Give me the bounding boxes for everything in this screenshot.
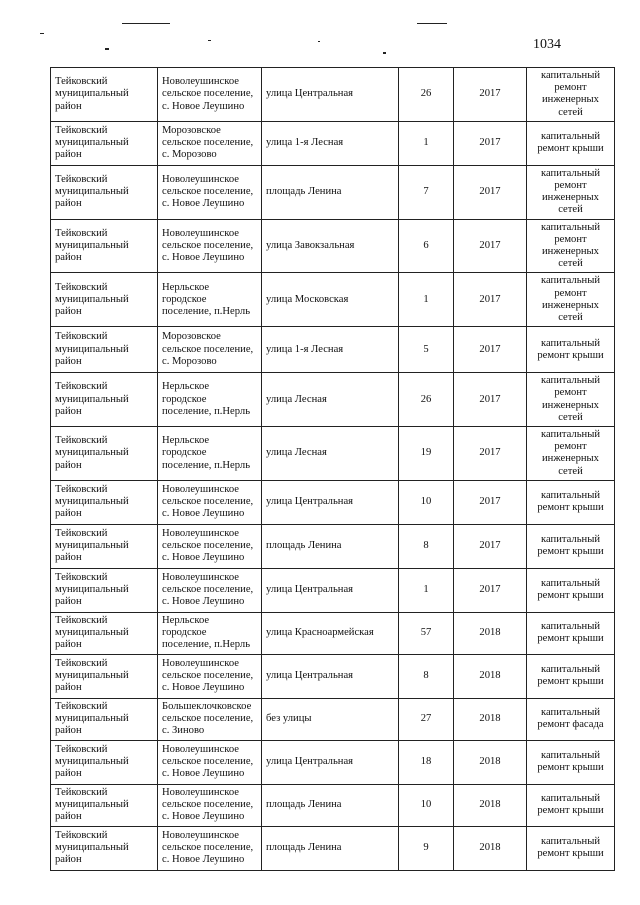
cell-district-text: Тейковский муниципальный район (55, 744, 129, 780)
cell-district (51, 273, 158, 327)
cell-district (51, 68, 158, 122)
cell-house-number-text: 19 (420, 447, 432, 459)
cell-work-type (527, 740, 615, 784)
cell-house-number-text: 7 (423, 186, 429, 198)
cell-street (262, 373, 399, 427)
cell-house-number (399, 654, 454, 698)
cell-work-type-text: капитальный ремонт крыши (537, 664, 604, 688)
cell-work-type (527, 612, 615, 654)
cell-settlement-text: Нерльское городское поселение, п.Нерль (162, 281, 251, 317)
cell-work-type (527, 327, 615, 373)
cell-settlement (158, 165, 262, 219)
cell-year-text: 2018 (479, 799, 501, 811)
cell-year-text: 2017 (479, 88, 501, 100)
cell-street (262, 740, 399, 784)
cell-work-type (527, 273, 615, 327)
cell-settlement (158, 740, 262, 784)
cell-settlement (158, 219, 262, 273)
scan-mark (40, 33, 44, 34)
cell-year (454, 612, 527, 654)
cell-settlement-text: Новолеушинское сельское поселение, с. Новое Леушино (162, 528, 254, 564)
cell-house-number (399, 698, 454, 740)
cell-street-text: площадь Ленина (266, 799, 342, 811)
cell-year-text: 2017 (479, 239, 501, 251)
cell-year-text: 2017 (479, 137, 501, 149)
table-row (51, 654, 615, 698)
cell-district (51, 327, 158, 373)
cell-district (51, 427, 158, 481)
cell-district-text: Тейковский муниципальный район (55, 615, 129, 651)
cell-work-type-text: капитальный ремонт крыши (537, 836, 604, 860)
cell-work-type-text: капитальный ремонт крыши (537, 337, 604, 361)
table-row (51, 612, 615, 654)
cell-work-type (527, 68, 615, 122)
cell-work-type (527, 165, 615, 219)
cell-street (262, 219, 399, 273)
cell-year (454, 480, 527, 524)
cell-settlement-text: Нерльское городское поселение, п.Нерль (162, 381, 251, 417)
table-row (51, 524, 615, 568)
cell-street (262, 568, 399, 612)
cell-district-text: Тейковский муниципальный район (55, 281, 129, 317)
scan-mark (383, 52, 386, 54)
cell-year-text: 2017 (479, 496, 501, 508)
cell-district (51, 165, 158, 219)
cell-district-text: Тейковский муниципальный район (55, 830, 129, 866)
cell-year (454, 654, 527, 698)
cell-house-number (399, 68, 454, 122)
cell-street-text: улица Завокзальная (266, 239, 355, 251)
cell-year-text: 2017 (479, 393, 501, 405)
cell-work-type-text: капитальный ремонт инженерных сетей (540, 70, 601, 118)
cell-year (454, 826, 527, 870)
cell-house-number-text: 27 (420, 713, 432, 725)
cell-work-type-text: капитальный ремонт инженерных сетей (540, 167, 601, 216)
cell-work-type-text: капитальный ремонт фасада (537, 707, 604, 731)
cell-settlement (158, 524, 262, 568)
cell-street (262, 698, 399, 740)
cell-year (454, 373, 527, 427)
cell-street (262, 826, 399, 870)
cell-street-text: улица Центральная (266, 756, 354, 768)
cell-settlement (158, 68, 262, 122)
cell-district-text: Тейковский муниципальный район (55, 701, 129, 737)
scan-mark (318, 41, 320, 42)
cell-work-type (527, 784, 615, 826)
cell-settlement-text: Большеклочковское сельское поселение, с. Зиново (162, 701, 254, 737)
cell-district-text: Тейковский муниципальный район (55, 435, 129, 471)
cell-street-text: улица Московская (266, 293, 349, 305)
table-row (51, 568, 615, 612)
table-row (51, 165, 615, 219)
cell-settlement-text: Нерльское городское поселение, п.Нерль (162, 615, 251, 651)
cell-street-text: улица Лесная (266, 393, 327, 405)
cell-street (262, 784, 399, 826)
table-row (51, 219, 615, 273)
cell-settlement (158, 784, 262, 826)
cell-year (454, 740, 527, 784)
cell-settlement-text: Новолеушинское сельское поселение, с. Новое Леушино (162, 484, 254, 520)
cell-settlement-text: Нерльское городское поселение, п.Нерль (162, 435, 251, 471)
cell-settlement-text: Морозовское сельское поселение, с. Морозово (162, 331, 254, 367)
cell-street-text: улица Центральная (266, 584, 354, 596)
cell-settlement-text: Новолеушинское сельское поселение, с. Новое Леушино (162, 744, 254, 780)
cell-district-text: Тейковский муниципальный район (55, 381, 129, 417)
cell-year-text: 2017 (479, 186, 501, 198)
cell-house-number-text: 5 (423, 343, 429, 355)
cell-district-text: Тейковский муниципальный район (55, 572, 129, 608)
cell-street-text: площадь Ленина (266, 540, 342, 552)
cell-year (454, 68, 527, 122)
cell-house-number-text: 8 (423, 670, 429, 682)
cell-district-text: Тейковский муниципальный район (55, 227, 129, 264)
cell-work-type (527, 524, 615, 568)
cell-street (262, 524, 399, 568)
cell-district (51, 784, 158, 826)
cell-year (454, 219, 527, 273)
cell-street (262, 480, 399, 524)
cell-year (454, 327, 527, 373)
cell-settlement (158, 121, 262, 165)
cell-district (51, 698, 158, 740)
cell-year-text: 2017 (479, 540, 501, 552)
cell-settlement-text: Новолеушинское сельское поселение, с. Новое Леушино (162, 787, 254, 823)
cell-settlement-text: Новолеушинское сельское поселение, с. Новое Леушино (162, 830, 254, 866)
cell-work-type (527, 826, 615, 870)
scan-mark (122, 23, 170, 24)
cell-house-number (399, 373, 454, 427)
cell-district-text: Тейковский муниципальный район (55, 787, 129, 823)
cell-house-number-text: 57 (420, 627, 432, 639)
cell-work-type (527, 427, 615, 481)
cell-year (454, 121, 527, 165)
cell-settlement (158, 480, 262, 524)
cell-district (51, 524, 158, 568)
cell-work-type (527, 219, 615, 273)
cell-district (51, 480, 158, 524)
cell-settlement-text: Новолеушинское сельское поселение, с. Новое Леушино (162, 572, 254, 608)
cell-house-number (399, 327, 454, 373)
cell-house-number (399, 524, 454, 568)
cell-street-text: улица Центральная (266, 670, 354, 682)
cell-settlement-text: Морозовское сельское поселение, с. Морозово (162, 125, 254, 161)
table-row (51, 427, 615, 481)
cell-house-number-text: 1 (423, 137, 429, 149)
cell-year-text: 2017 (479, 584, 501, 596)
cell-year-text: 2018 (479, 713, 501, 725)
cell-district-text: Тейковский муниципальный район (55, 173, 129, 210)
cell-house-number (399, 740, 454, 784)
cell-district-text: Тейковский муниципальный район (55, 76, 129, 112)
cell-district (51, 373, 158, 427)
table-row (51, 784, 615, 826)
cell-year-text: 2018 (479, 756, 501, 768)
cell-district (51, 219, 158, 273)
cell-street (262, 654, 399, 698)
table-row (51, 273, 615, 327)
table-row (51, 121, 615, 165)
cell-house-number (399, 273, 454, 327)
table-row (51, 826, 615, 870)
cell-house-number-text: 18 (420, 756, 432, 768)
cell-settlement-text: Новолеушинское сельское поселение, с. Новое Леушино (162, 173, 254, 210)
cell-work-type-text: капитальный ремонт крыши (537, 793, 604, 817)
scan-mark (105, 48, 109, 50)
cell-settlement (158, 826, 262, 870)
cell-work-type (527, 373, 615, 427)
cell-district-text: Тейковский муниципальный район (55, 125, 129, 161)
cell-house-number (399, 219, 454, 273)
cell-district-text: Тейковский муниципальный район (55, 528, 129, 564)
cell-year (454, 273, 527, 327)
cell-settlement (158, 427, 262, 481)
cell-settlement (158, 273, 262, 327)
cell-settlement (158, 698, 262, 740)
cell-work-type-text: капитальный ремонт крыши (537, 534, 604, 558)
table-row (51, 480, 615, 524)
cell-house-number (399, 826, 454, 870)
cell-house-number-text: 1 (423, 293, 429, 305)
cell-settlement-text: Новолеушинское сельское поселение, с. Новое Леушино (162, 658, 254, 694)
cell-house-number (399, 121, 454, 165)
cell-year (454, 784, 527, 826)
cell-work-type-text: капитальный ремонт инженерных сетей (540, 221, 601, 270)
cell-house-number-text: 1 (423, 584, 429, 596)
table-row (51, 68, 615, 122)
cell-district (51, 612, 158, 654)
cell-house-number-text: 26 (420, 88, 432, 100)
cell-street-text: улица 1-я Лесная (266, 343, 344, 355)
cell-settlement (158, 568, 262, 612)
cell-year (454, 698, 527, 740)
cell-house-number (399, 427, 454, 481)
cell-house-number-text: 26 (420, 393, 432, 405)
cell-house-number-text: 9 (423, 842, 429, 854)
cell-street (262, 121, 399, 165)
scan-mark (208, 40, 211, 41)
cell-street-text: площадь Ленина (266, 186, 342, 198)
cell-house-number (399, 612, 454, 654)
cell-work-type (527, 121, 615, 165)
cell-settlement-text: Новолеушинское сельское поселение, с. Новое Леушино (162, 76, 254, 112)
cell-year (454, 524, 527, 568)
cell-work-type-text: капитальный ремонт крыши (537, 578, 604, 602)
cell-street-text: улица 1-я Лесная (266, 137, 344, 149)
cell-house-number (399, 784, 454, 826)
cell-district-text: Тейковский муниципальный район (55, 658, 129, 694)
cell-year-text: 2017 (479, 293, 501, 305)
cell-work-type-text: капитальный ремонт крыши (537, 750, 604, 774)
table-body (51, 68, 615, 871)
cell-street (262, 327, 399, 373)
cell-work-type (527, 698, 615, 740)
page-number: 1034 (533, 37, 561, 52)
cell-street-text: улица Красноармейская (266, 627, 374, 639)
cell-year (454, 568, 527, 612)
cell-street-text: без улицы (266, 713, 312, 725)
cell-street (262, 68, 399, 122)
cell-house-number (399, 165, 454, 219)
cell-district (51, 121, 158, 165)
cell-year-text: 2018 (479, 670, 501, 682)
cell-year-text: 2017 (479, 447, 501, 459)
cell-year (454, 427, 527, 481)
cell-district (51, 740, 158, 784)
cell-district-text: Тейковский муниципальный район (55, 331, 129, 367)
cell-district (51, 826, 158, 870)
cell-work-type-text: капитальный ремонт крыши (537, 490, 604, 514)
scan-mark (417, 23, 447, 24)
cell-street (262, 273, 399, 327)
cell-settlement (158, 373, 262, 427)
cell-work-type-text: капитальный ремонт инженерных сетей (540, 375, 601, 423)
table-row (51, 327, 615, 373)
cell-house-number-text: 8 (423, 540, 429, 552)
cell-work-type (527, 568, 615, 612)
cell-street (262, 165, 399, 219)
cell-street-text: улица Центральная (266, 496, 354, 508)
cell-house-number-text: 10 (420, 496, 432, 508)
cell-district-text: Тейковский муниципальный район (55, 484, 129, 520)
cell-house-number (399, 568, 454, 612)
cell-district (51, 654, 158, 698)
cell-street-text: улица Лесная (266, 447, 327, 459)
cell-work-type (527, 480, 615, 524)
cell-settlement (158, 612, 262, 654)
cell-house-number (399, 480, 454, 524)
registry-table (50, 67, 615, 871)
cell-street (262, 612, 399, 654)
cell-year (454, 165, 527, 219)
cell-district (51, 568, 158, 612)
cell-settlement (158, 654, 262, 698)
cell-work-type-text: капитальный ремонт крыши (537, 131, 604, 155)
cell-settlement (158, 327, 262, 373)
table-row (51, 740, 615, 784)
cell-work-type-text: капитальный ремонт крыши (537, 621, 604, 645)
cell-work-type (527, 654, 615, 698)
cell-house-number-text: 10 (420, 799, 432, 811)
cell-street-text: улица Центральная (266, 88, 354, 100)
cell-street-text: площадь Ленина (266, 842, 342, 854)
cell-settlement-text: Новолеушинское сельское поселение, с. Новое Леушино (162, 227, 254, 264)
table-row (51, 698, 615, 740)
cell-work-type-text: капитальный ремонт инженерных сетей (540, 275, 601, 324)
cell-year-text: 2018 (479, 627, 501, 639)
cell-year-text: 2017 (479, 343, 501, 355)
cell-year-text: 2018 (479, 842, 501, 854)
table-row (51, 373, 615, 427)
cell-work-type-text: капитальный ремонт инженерных сетей (540, 429, 601, 477)
cell-house-number-text: 6 (423, 239, 429, 251)
cell-street (262, 427, 399, 481)
